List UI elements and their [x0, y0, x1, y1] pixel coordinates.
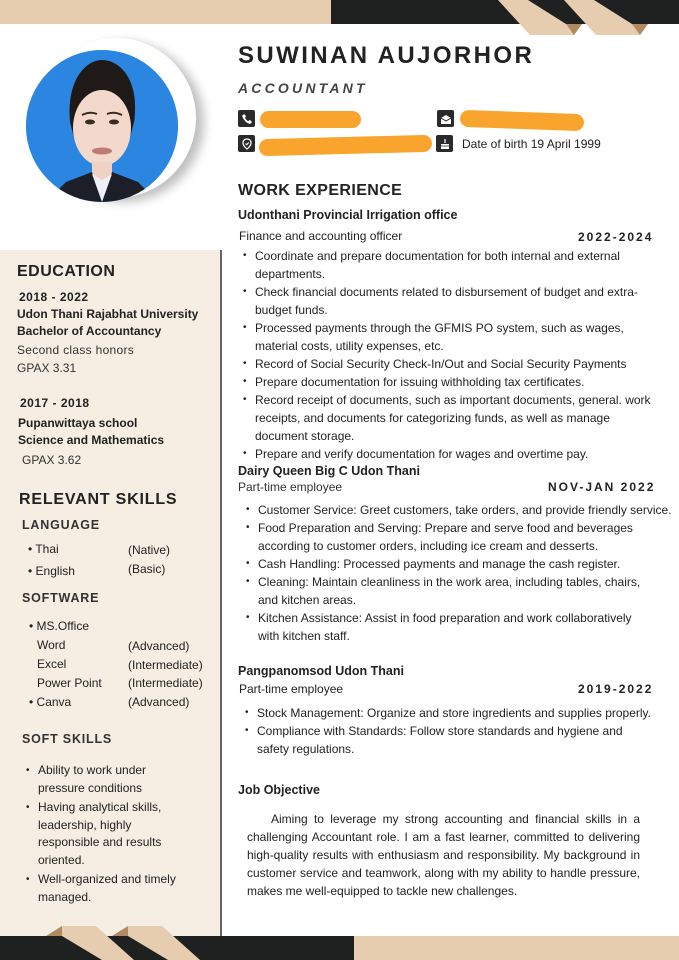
objective-heading: Job Objective — [238, 783, 320, 797]
job-duty: • Processed payments through the GFMIS PO system, such as wages, material costs, utility expenses, etc. — [239, 319, 674, 355]
date-of-birth: Date of birth 19 April 1999 — [462, 137, 601, 151]
job-company: Dairy Queen Big C Udon Thani — [238, 464, 420, 478]
soft-skills-list — [22, 762, 182, 906]
job-dates: NOV-JAN 2022 — [548, 480, 656, 494]
software-group: • MS.Office — [29, 619, 90, 633]
work-heading: WORK EXPERIENCE — [238, 182, 403, 199]
job-duty: • Customer Service: Greet customers, take orders, and provide friendly service. — [242, 501, 672, 519]
software-level: (Intermediate) — [128, 658, 203, 672]
education-gpa: GPAX 3.31 — [17, 361, 77, 375]
job-duty: • Prepare and verify documentation for wages and overtime pay. — [239, 445, 674, 463]
job-company: Udonthani Provincial Irrigation office — [238, 208, 458, 222]
education-heading: EDUCATION — [17, 263, 116, 280]
job-dates: 2022-2024 — [578, 230, 654, 244]
job-dates: 2019-2022 — [578, 682, 654, 696]
soft-skill-item: • Well-organized and timely managed. — [22, 871, 182, 906]
job-duty: • Prepare documentation for issuing withholding tax certificates. — [239, 373, 674, 391]
job-duties-list — [242, 501, 672, 645]
objective-text: Aiming to leverage my strong accounting and financial skills in a challenging Accountant role. I am a fast learner, committed to delivering high-quality results with enthusiasm and responsibility. My background in customer service and teamwork, along with my ability to handle pressure, makes me well-equipped to tackle new challenges. — [247, 812, 640, 898]
software-level: (Intermediate) — [128, 676, 203, 690]
job-position: Part-time employee — [239, 682, 344, 696]
software-heading: SOFTWARE — [22, 591, 100, 605]
software-level: (Advanced) — [128, 695, 190, 709]
education-school: Udon Thani Rajabhat University — [17, 307, 199, 321]
education-years: 2017 - 2018 — [20, 396, 90, 410]
software-item: • Canva — [29, 695, 72, 709]
job-duty: • Record receipt of documents, such as important documents, general. work receipts, and documents for categorizing funds, as well as manage document storage. — [239, 391, 674, 445]
job-duties-list — [241, 704, 661, 758]
software-level: (Advanced) — [128, 639, 190, 653]
job-duty: • Cash Handling: Processed payments and manage the cash register. — [242, 555, 672, 573]
education-years: 2018 - 2022 — [19, 290, 89, 304]
soft-skill-item: • Having analytical skills, leadership, highly responsible and results oriented. — [22, 799, 182, 869]
location-pin-icon — [238, 135, 255, 152]
job-company: Pangpanomsod Udon Thani — [238, 664, 404, 678]
birthday-cake-icon — [436, 135, 453, 152]
language-item: • Thai — [28, 542, 59, 556]
profile-photo — [26, 50, 178, 202]
top-beige-band — [0, 0, 331, 24]
bottom-beige-band — [354, 936, 679, 960]
job-duty: • Cleaning: Maintain cleanliness in the work area, including tables, chairs, and kitchen areas. — [242, 573, 672, 609]
job-duty: • Coordinate and prepare documentation for both internal and external departments. — [239, 247, 674, 283]
job-duty: • Check financial documents related to disbursement of budget and extra-budget funds. — [239, 283, 674, 319]
job-duty: • Kitchen Assistance: Assist in food preparation and work collaboratively with kitchen staff. — [242, 609, 672, 645]
job-duty: • Record of Social Security Check-In/Out and Social Security Payments — [239, 355, 674, 373]
language-level: (Basic) — [128, 562, 166, 576]
job-position: Finance and accounting officer — [239, 229, 403, 243]
redacted-email — [460, 110, 585, 131]
redacted-phone — [260, 111, 361, 128]
job-position: Part-time employee — [238, 480, 343, 494]
education-gpa: GPAX 3.62 — [22, 453, 82, 467]
envelope-open-icon — [437, 110, 454, 127]
job-duty: • Stock Management: Organize and store ingredients and supplies properly. — [241, 704, 661, 722]
education-honors: Second class honors — [17, 343, 135, 357]
candidate-name: SUWINAN AUJORHOR — [238, 42, 535, 69]
top-diagonal-stripes — [480, 0, 679, 36]
skills-heading: RELEVANT SKILLS — [19, 491, 178, 508]
education-degree: Bachelor of Accountancy — [17, 324, 162, 338]
phone-icon — [238, 110, 255, 127]
soft-skill-item: • Ability to work under pressure conditions — [22, 762, 182, 797]
software-item: Excel — [37, 657, 67, 671]
job-duties-list — [239, 247, 674, 463]
language-heading: LANGUAGE — [22, 518, 100, 532]
soft-skills-heading: SOFT SKILLS — [22, 732, 113, 746]
software-item: Word — [37, 638, 66, 652]
language-item: • English — [28, 564, 75, 578]
job-duty: • Compliance with Standards: Follow store standards and hygiene and safety regulations. — [241, 722, 661, 758]
job-title: ACCOUNTANT — [238, 80, 368, 96]
bottom-diagonal-stripes — [40, 924, 200, 960]
education-school: Pupanwittaya school — [18, 416, 138, 430]
language-level: (Native) — [128, 543, 171, 557]
redacted-address — [259, 135, 432, 157]
education-degree: Science and Mathematics — [18, 433, 165, 447]
software-item: Power Point — [37, 676, 102, 690]
job-duty: • Food Preparation and Serving: Prepare and serve food and beverages according to customer orders, including ice cream and desserts. — [242, 519, 672, 555]
